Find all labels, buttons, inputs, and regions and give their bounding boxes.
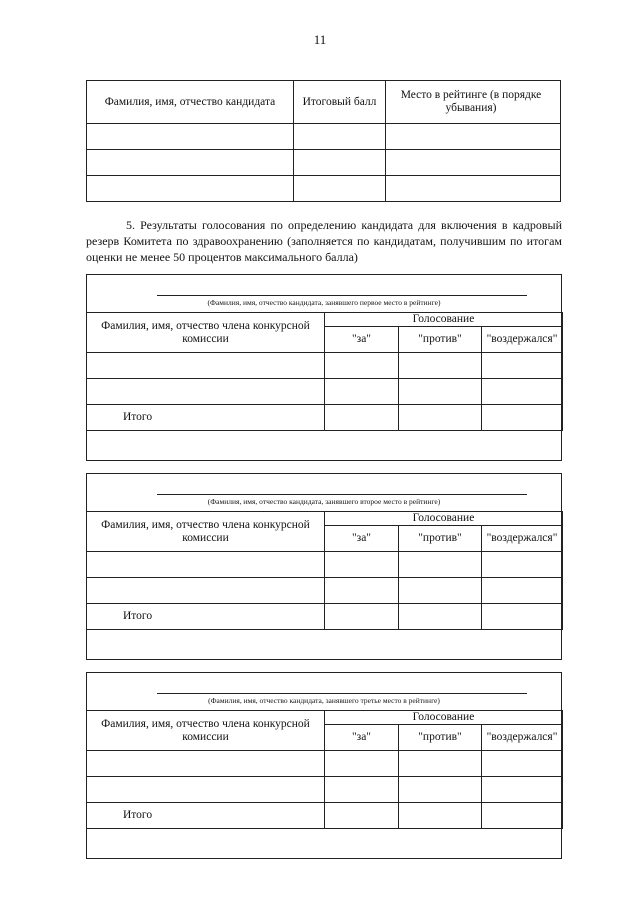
voting-header-row — [87, 711, 563, 725]
vote-for-cell[interactable] — [325, 552, 399, 578]
voting-table — [86, 511, 563, 630]
voting-header-row — [87, 512, 563, 526]
header-candidate-name: Фамилия, имя, отчество кандидата — [87, 81, 294, 124]
total-against-cell[interactable] — [399, 604, 482, 630]
vote-against-cell[interactable] — [399, 751, 482, 777]
table-cell[interactable] — [386, 150, 561, 176]
member-name-header: Фамилия, имя, отчество члена конкурсной комиссии — [87, 313, 325, 353]
total-label: Итого — [87, 803, 325, 829]
vote-for-header: "за" — [325, 725, 399, 751]
page-number: 11 — [313, 32, 327, 47]
candidate-caption-area — [87, 275, 561, 312]
candidate-caption: (Фамилия, имя, отчество кандидата, занявшего первое место в рейтинге) — [207, 298, 441, 307]
table-row — [87, 777, 563, 803]
vote-against-header: "против" — [399, 526, 482, 552]
voting-header: Голосование — [325, 711, 563, 725]
member-name-cell[interactable] — [87, 751, 325, 777]
vote-against-cell[interactable] — [399, 777, 482, 803]
candidate-caption: (Фамилия, имя, отчество кандидата, занявшего второе место в рейтинге) — [207, 497, 441, 506]
table-row — [87, 552, 563, 578]
table-row — [87, 176, 561, 202]
table-row — [87, 150, 561, 176]
vote-abstain-header: "воздержался" — [482, 327, 563, 353]
table-row — [87, 353, 563, 379]
table-cell[interactable] — [386, 176, 561, 202]
member-name-header: Фамилия, имя, отчество члена конкурсной комиссии — [87, 512, 325, 552]
member-name-cell[interactable] — [87, 777, 325, 803]
table-cell[interactable] — [87, 176, 294, 202]
total-label: Итого — [87, 604, 325, 630]
total-abstain-cell[interactable] — [482, 803, 563, 829]
voting-header-row — [87, 313, 563, 327]
table-row — [87, 751, 563, 777]
member-name-cell[interactable] — [87, 578, 325, 604]
total-for-cell[interactable] — [325, 604, 399, 630]
total-row — [87, 604, 563, 630]
vote-for-header: "за" — [325, 526, 399, 552]
member-name-cell[interactable] — [87, 353, 325, 379]
vote-for-cell[interactable] — [325, 353, 399, 379]
candidate-caption-area — [87, 673, 561, 710]
table-cell[interactable] — [294, 124, 386, 150]
candidate-caption: (Фамилия, имя, отчество кандидата, занявшего третье место в рейтинге) — [208, 696, 440, 705]
voting-header: Голосование — [325, 313, 563, 327]
vote-abstain-cell[interactable] — [482, 578, 563, 604]
vote-abstain-cell[interactable] — [482, 751, 563, 777]
vote-abstain-header: "воздержался" — [482, 526, 563, 552]
voting-table — [86, 710, 563, 829]
vote-for-header: "за" — [325, 327, 399, 353]
vote-against-cell[interactable] — [399, 552, 482, 578]
vote-abstain-cell[interactable] — [482, 353, 563, 379]
candidate-name-line[interactable] — [157, 494, 527, 495]
table-cell[interactable] — [294, 150, 386, 176]
total-abstain-cell[interactable] — [482, 604, 563, 630]
total-for-cell[interactable] — [325, 803, 399, 829]
vote-for-cell[interactable] — [325, 751, 399, 777]
vote-against-header: "против" — [399, 327, 482, 353]
voting-block-third-place — [86, 672, 562, 859]
voting-block-first-place — [86, 274, 562, 461]
table-row — [87, 124, 561, 150]
member-name-cell[interactable] — [87, 379, 325, 405]
vote-against-cell[interactable] — [399, 578, 482, 604]
total-row — [87, 803, 563, 829]
table-row — [87, 578, 563, 604]
total-abstain-cell[interactable] — [482, 405, 563, 431]
member-name-cell[interactable] — [87, 552, 325, 578]
voting-table — [86, 312, 563, 431]
vote-for-cell[interactable] — [325, 379, 399, 405]
vote-for-cell[interactable] — [325, 777, 399, 803]
table-row — [87, 379, 563, 405]
section-5-paragraph: 5. Результаты голосования по определению кандидата для включения в кадровый резерв Комитета по здравоохранению (заполняется по кандидатам, получившим по итогам оценки не менее 50 процентов максимального балла) — [86, 218, 562, 264]
voting-header: Голосование — [325, 512, 563, 526]
vote-abstain-cell[interactable] — [482, 777, 563, 803]
table-cell[interactable] — [386, 124, 561, 150]
vote-abstain-cell[interactable] — [482, 379, 563, 405]
vote-abstain-header: "воздержался" — [482, 725, 563, 751]
total-for-cell[interactable] — [325, 405, 399, 431]
results-header-row — [87, 81, 561, 124]
header-total-score: Итоговый балл — [294, 81, 386, 124]
total-against-cell[interactable] — [399, 405, 482, 431]
member-name-header: Фамилия, имя, отчество члена конкурсной комиссии — [87, 711, 325, 751]
vote-against-cell[interactable] — [399, 353, 482, 379]
total-row — [87, 405, 563, 431]
vote-against-header: "против" — [399, 725, 482, 751]
total-label: Итого — [87, 405, 325, 431]
candidate-name-line[interactable] — [157, 693, 527, 694]
header-rating-place: Место в рейтинге (в порядке убывания) — [386, 81, 561, 124]
candidate-caption-area — [87, 474, 561, 511]
table-cell[interactable] — [87, 150, 294, 176]
vote-abstain-cell[interactable] — [482, 552, 563, 578]
table-cell[interactable] — [87, 124, 294, 150]
candidate-name-line[interactable] — [157, 295, 527, 296]
vote-against-cell[interactable] — [399, 379, 482, 405]
vote-for-cell[interactable] — [325, 578, 399, 604]
total-against-cell[interactable] — [399, 803, 482, 829]
table-cell[interactable] — [294, 176, 386, 202]
candidate-results-table — [86, 80, 561, 202]
voting-block-second-place — [86, 473, 562, 660]
